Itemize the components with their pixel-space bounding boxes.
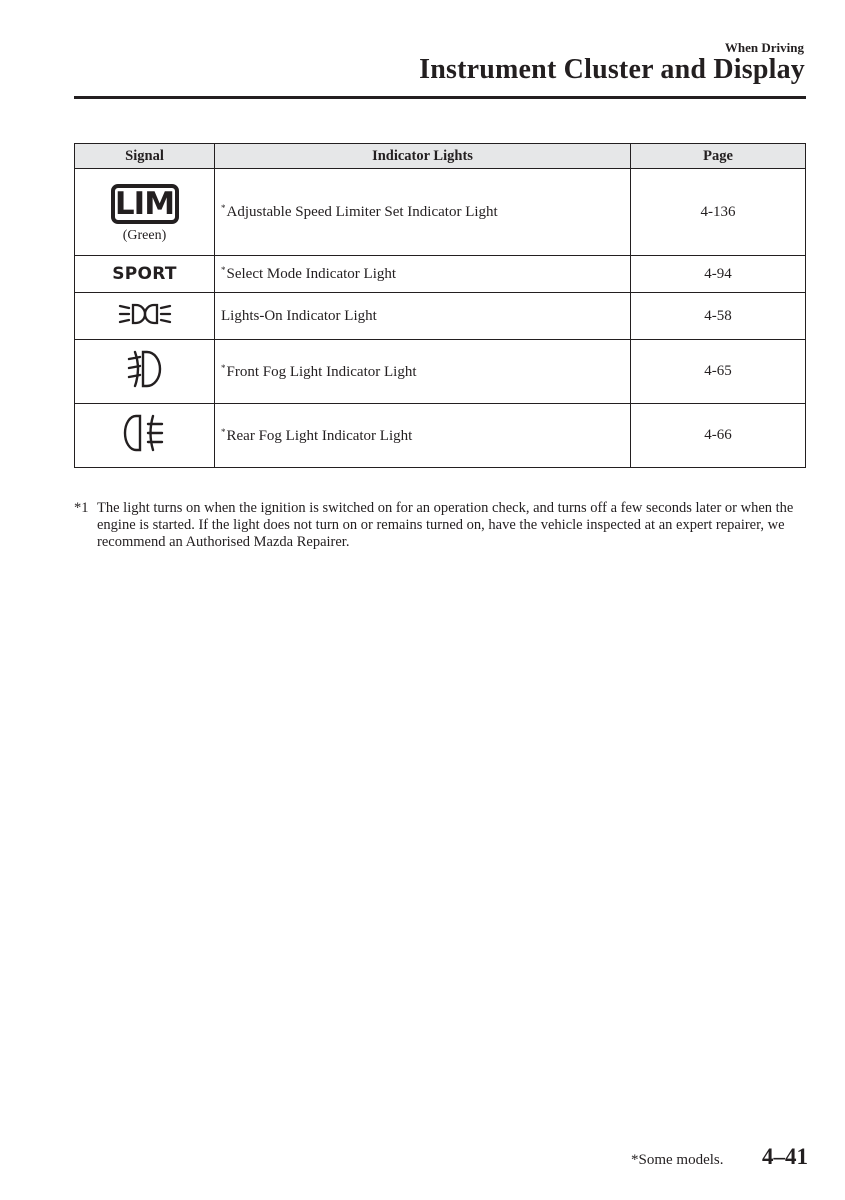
indicator-name-cell	[215, 169, 631, 256]
page-ref: 4-136	[631, 169, 806, 256]
signal-cell	[75, 340, 215, 404]
some-models-asterisk: *	[221, 265, 226, 275]
table-row	[75, 293, 806, 340]
indicator-name: Front Fog Light Indicator Light	[226, 363, 417, 380]
page-title: Instrument Cluster and Display	[419, 54, 805, 85]
title-rule	[74, 96, 806, 99]
some-models-note: *Some models.	[631, 1152, 724, 1168]
indicator-name-cell	[215, 293, 631, 340]
signal-cell	[75, 404, 215, 468]
page-ref: 4-94	[631, 256, 806, 293]
signal-color-label: (Green)	[122, 228, 167, 243]
column-header-page: Page	[631, 144, 806, 169]
lights-on-icon	[117, 301, 173, 327]
footnote	[74, 500, 806, 551]
indicator-name: Rear Fog Light Indicator Light	[226, 427, 413, 444]
table-row	[75, 340, 806, 404]
sport-icon: SPORT	[112, 264, 177, 284]
indicator-name-cell	[215, 340, 631, 404]
indicator-name-cell	[215, 404, 631, 468]
table-header-row	[75, 144, 806, 169]
lim-icon: LIM	[111, 184, 179, 224]
indicator-name: Lights-On Indicator Light	[221, 307, 377, 324]
column-header-indicator-lights: Indicator Lights	[215, 144, 631, 169]
some-models-asterisk: *	[221, 426, 226, 437]
signal-cell	[75, 169, 215, 256]
section-name: When Driving	[724, 40, 804, 55]
indicator-name: Select Mode Indicator Light	[226, 266, 397, 282]
page-ref: 4-58	[631, 293, 806, 340]
indicator-name: Adjustable Speed Limiter Set Indicator Light	[226, 204, 498, 220]
indicator-name-cell	[215, 256, 631, 293]
some-models-asterisk: *	[221, 362, 226, 373]
rear-fog-light-icon	[123, 412, 167, 454]
some-models-asterisk: *	[221, 203, 226, 213]
footnote-marker: *1	[74, 500, 89, 516]
table-row	[75, 256, 806, 293]
signal-cell	[75, 256, 215, 293]
page-ref: 4-66	[631, 404, 806, 468]
column-header-signal: Signal	[75, 144, 215, 169]
footnote-text: The light turns on when the ignition is switched on for an operation check, and turns off a few seconds later or when the engine is started. If the light does not turn on or remains turned on, have the vehicle inspected at an expert repairer, we recommend an Authorised Mazda Repairer.	[97, 500, 794, 550]
indicator-table	[74, 143, 806, 468]
signal-cell	[75, 293, 215, 340]
table-row	[75, 404, 806, 468]
page-ref: 4-65	[631, 340, 806, 404]
table-row	[75, 169, 806, 256]
front-fog-light-icon	[125, 348, 165, 390]
page-number: 4–41	[762, 1144, 808, 1169]
